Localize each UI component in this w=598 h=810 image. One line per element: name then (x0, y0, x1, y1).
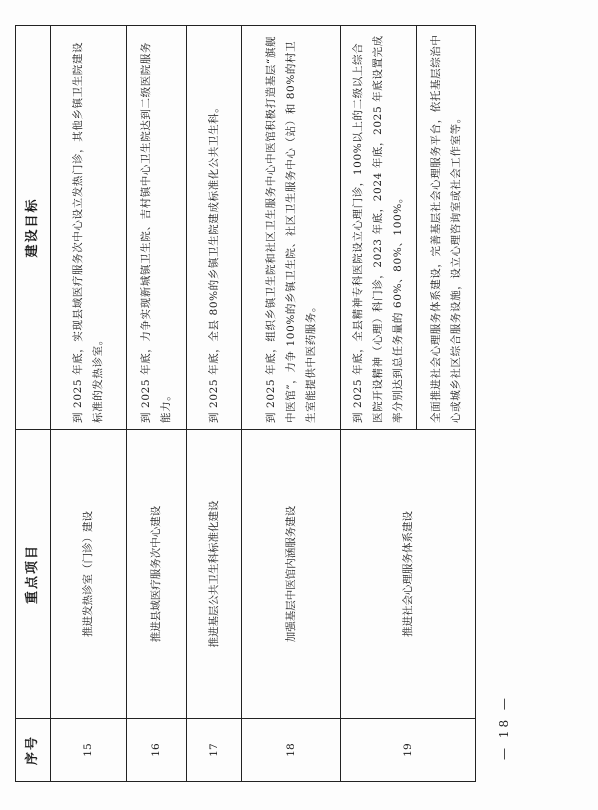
table-header-row (16, 26, 51, 782)
row-goal: 全面推进社会心理服务体系建设，完善基层社会心理服务平台，依托基层综治中心或城乡社区综合服务设施，设立心理咨询室或社会工作室等。 (416, 26, 475, 430)
row-no: 16 (126, 719, 186, 782)
row-item: 加强基层中医馆内涵服务建设 (241, 430, 340, 719)
row-goal: 到 2025 年底，全县 80%的乡镇卫生院建成标准化公共卫生科。 (186, 26, 241, 430)
header-goal: 建设目标 (16, 26, 51, 430)
row-no: 18 (241, 719, 340, 782)
page-number-text: — 18 — (497, 695, 511, 760)
rotated-table-container (15, 25, 476, 782)
row-item: 推进发热诊室（门诊）建设 (50, 430, 126, 719)
table-row (50, 26, 126, 782)
table-row (126, 26, 186, 782)
row-no: 17 (186, 719, 241, 782)
header-item: 重点项目 (16, 430, 51, 719)
row-goal: 到 2025 年底，全县精神专科医院设立心理门诊，100%以上的二级以上综合医院开设精神（心理）科门诊，2023 年底，2024 年底，2025 年底设置完成率分别达到总任务量的 60%、80%、100%。 (340, 26, 416, 430)
row-item: 推进社会心理服务体系建设 (340, 430, 475, 719)
table-row (340, 26, 416, 782)
row-goal: 到 2025 年底，实现县域医疗服务次中心设立发热门诊，其他乡镇卫生院建设标准的发热诊室。 (50, 26, 126, 430)
table-row (241, 26, 340, 782)
row-no: 15 (50, 719, 126, 782)
row-goal: 到 2025 年底，力争实现新城镇卫生院、吉村镇中心卫生院达到二级医院服务能力。 (126, 26, 186, 430)
row-item: 推进县域医疗服务次中心建设 (126, 430, 186, 719)
page-number (497, 680, 557, 770)
table-row (186, 26, 241, 782)
row-goal: 到 2025 年底，组织乡镇卫生院和社区卫生服务中心中医馆积极打造基层“旗舰中医馆”，力争 100%的乡镇卫生院、社区卫生服务中心（站）和 80%的村卫生室能提供中医药服务。 (241, 26, 340, 430)
row-no: 19 (340, 719, 475, 782)
row-item: 推进基层公共卫生科标准化建设 (186, 430, 241, 719)
header-no: 序号 (16, 719, 51, 782)
projects-table (15, 25, 476, 782)
